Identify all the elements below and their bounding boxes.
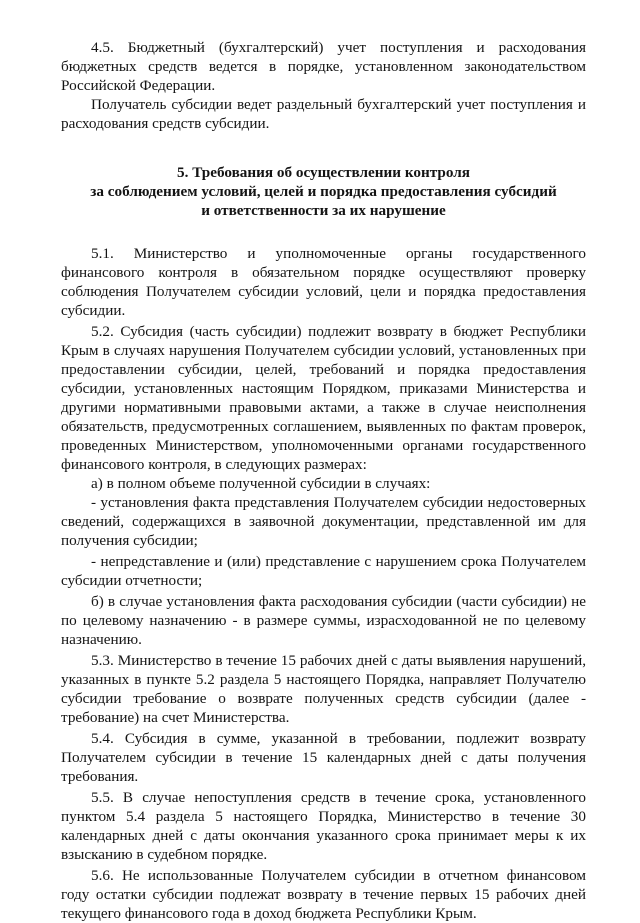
section-5-heading — [61, 163, 586, 220]
paragraph-5-4: 5.4. Субсидия в сумме, указанной в требовании, подлежит возврату Получателем субсидии в течение 15 календарных дней с даты получения требования. — [61, 730, 586, 785]
paragraph-5-2-a-item-2: - непредставление и (или) представление с нарушением срока Получателем субсидии отчетности; — [61, 553, 586, 589]
heading-line-3: и ответственности за их нарушение — [201, 202, 446, 219]
paragraph-5-2-a: а) в полном объеме полученной субсидии в случаях: — [91, 475, 431, 492]
paragraph-4-5: 4.5. Бюджетный (бухгалтерский) учет поступления и расходования бюджетных средств ведется в порядке, установленном законодательством Российской Федерации. — [61, 39, 586, 94]
paragraph-5-2-a-item-1: - установления факта представления Получателем субсидии недостоверных сведений, содержащихся в заявочной документации, представленной им для получения субсидии; — [61, 494, 586, 549]
paragraph-5-3: 5.3. Министерство в течение 15 рабочих дней с даты выявления нарушений, указанных в пункте 5.2 раздела 5 настоящего Порядка, направляет Получателю субсидии требование о возврате полученных средств субсидии (далее - требование) на счет Министерства. — [61, 652, 586, 726]
heading-line-1: 5. Требования об осуществлении контроля — [177, 164, 470, 181]
paragraph-5-5: 5.5. В случае непоступления средств в течение срока, установленного пунктом 5.4 раздела 5 настоящего Порядка, Министерство в течение 30 календарных дней с даты окончания указанного срока принимает меры к их взысканию в судебном порядке. — [61, 789, 586, 863]
paragraph-5-2-b: б) в случае установления факта расходования субсидии (части субсидии) не по целевому назначению - в размере суммы, израсходованной не по целевому назначению. — [61, 593, 586, 648]
paragraph-5-6: 5.6. Не использованные Получателем субсидии в отчетном финансовом году остатки субсидии подлежат возврату в течение первых 15 рабочих дней текущего финансового года в доход бюджета Республики Крым. — [61, 867, 586, 922]
paragraph-5-1: 5.1. Министерство и уполномоченные органы государственного финансового контроля в обязательном порядке осуществляют проверку соблюдения Получателем субсидии условий, цели и порядка предоставления субсидии. — [61, 245, 586, 319]
paragraph-5-2: 5.2. Субсидия (часть субсидии) подлежит возврату в бюджет Республики Крым в случаях нарушения Получателем субсидии условий, установленных при предоставлении субсидии, целей, требований и порядка предоставления субсидии, установленных настоящим Порядком, приказами Министерства и другими нормативными правовыми актами, а также в случае неисполнения обязательств, предусмотренных соглашением, выявленных по фактам проверок, проведенных Министерством, уполномоченными органами государственного финансового контроля, в следующих размерах: — [61, 323, 586, 473]
paragraph-4-5-separate-accounting: Получатель субсидии ведет раздельный бухгалтерский учет поступления и расходования средств субсидии. — [61, 96, 586, 132]
heading-line-2: за соблюдением условий, целей и порядка предоставления субсидий — [90, 183, 557, 200]
